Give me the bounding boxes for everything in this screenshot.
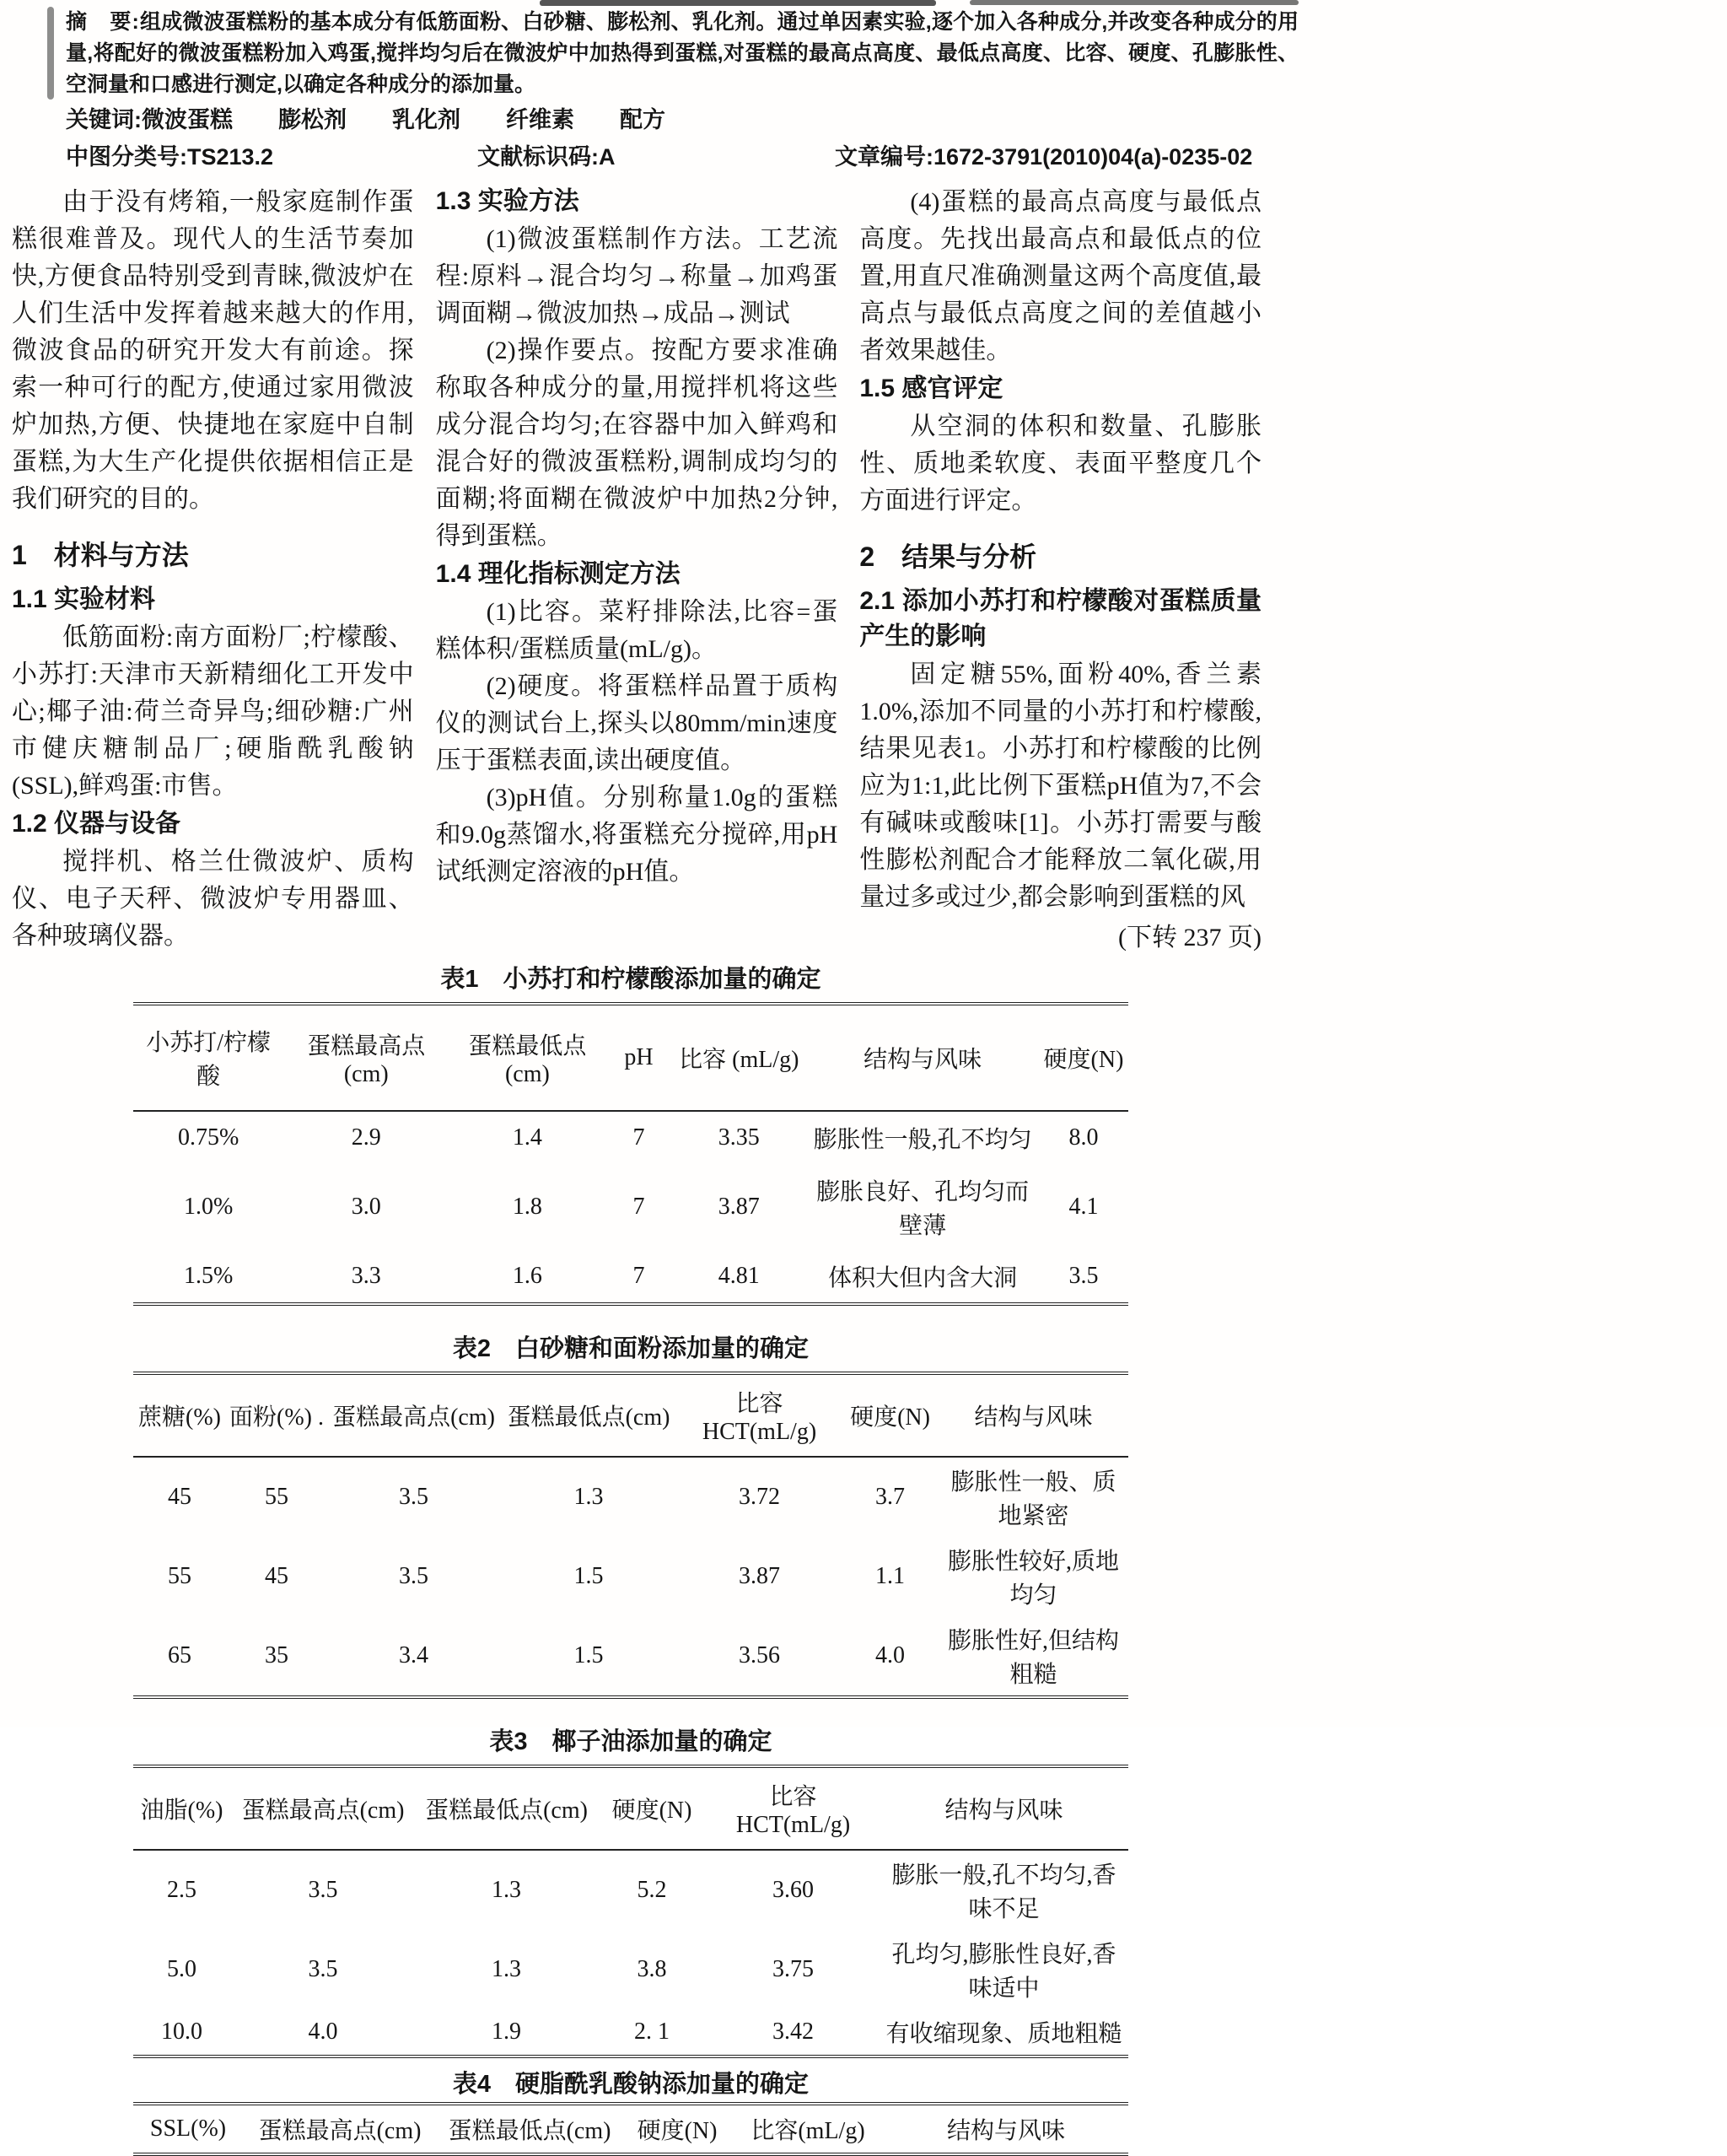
paragraph: (4)蛋糕的最高点高度与最低点高度。先找出最高点和最低点的位置,用直尺准确测量这两个高度值,最高点与最低点高度之间的差值越小者效果越佳。 [859, 188, 1262, 364]
table-title: 表4 硬脂酰乳酸钠添加量的确定 [452, 2071, 810, 2098]
table-header-cell: 结构与风味 [806, 1004, 1039, 1111]
continuation-note: (下转 237 页) [1118, 924, 1262, 951]
table-header-cell: 油脂(%) [133, 1766, 230, 1850]
table-header-cell: 小苏打/柠檬酸 [133, 1004, 283, 1111]
table-cell: 1.1 [875, 1563, 905, 1589]
subsection-heading: 1.4 理化指标测定方法 [435, 560, 681, 588]
table-cell: 3.87 [739, 1563, 780, 1589]
table-cell: 3.4 [399, 1642, 428, 1668]
body-columns [12, 184, 1262, 957]
paragraph: (2)操作要点。按配方要求准确称取各种成分的量,用搅拌机将这些成分混合均匀;在容器中加入鲜鸡和混合好的微波蛋糕粉,调制成均匀的面糊;将面糊在微波炉中加热2分钟,得到蛋糕。 [435, 337, 838, 550]
keywords-label: 关键词: [66, 107, 142, 132]
table-cell: 3.0 [351, 1194, 381, 1220]
paragraph: 固定糖55%,面粉40%,香兰素1.0%,添加不同量的小苏打和柠檬酸,结果见表1。小苏打和柠檬酸的比例应为1:1,此比例下蛋糕pH值为7,不会有碱味或酸味[1]。小苏打需要与酸性膨松剂配合才能释放二氧化碳,用量过多或过少,都会影响到蛋糕的风 [859, 660, 1262, 911]
table-3 [133, 1729, 1128, 2058]
table-cell: 1.3 [573, 1484, 604, 1510]
paragraph: (2)硬度。将蛋糕样品置于质构仪的测试台上,探头以80mm/min速度压于蛋糕表面,读出硬度值。 [435, 672, 838, 774]
table-row [133, 1250, 1128, 1304]
table-1 [133, 967, 1128, 1306]
table-cell: 55 [168, 1563, 191, 1589]
table-cell: 4.1 [1068, 1194, 1099, 1220]
table-header-cell: 结构与风味 [884, 2104, 1128, 2154]
keywords-line [66, 105, 1299, 134]
table-cell: 3.87 [718, 1194, 760, 1220]
table-cell: 孔均匀,膨胀性良好,香味适中 [891, 1942, 1116, 2002]
table-cell: 4.0 [875, 1642, 905, 1668]
table-header-cell: 比容(mL/g) [732, 2104, 884, 2154]
table-cell: 3.5 [308, 1956, 338, 1982]
table-cell: 膨胀性好,但结构粗糙 [947, 1628, 1119, 1688]
table-cell: 1.5 [573, 1563, 604, 1589]
table-cell: 2.5 [167, 1877, 196, 1903]
table-cell: 1.8 [512, 1194, 542, 1220]
table-header-cell: 蛋糕最低点(cm) [416, 1766, 597, 1850]
table-cell: 45 [265, 1563, 288, 1589]
table-header-cell: 蛋糕最高点(cm) [230, 1766, 416, 1850]
article-header [66, 7, 1299, 171]
table-row [133, 2009, 1128, 2056]
table-row [133, 1537, 1128, 1616]
table-header-cell: 硬度(N) [622, 2104, 732, 2154]
table-header-cell: 蛋糕最高点(cm) [327, 1373, 500, 1457]
table-cell: 1.5 [573, 1642, 604, 1668]
abstract-label: 摘 要: [66, 10, 140, 34]
table-cell: 5.2 [637, 1877, 667, 1903]
table-cell: 1.3 [492, 1877, 521, 1903]
paragraph: (1)微波蛋糕制作方法。工艺流程:原料→混合均匀→称量→加鸡蛋调面糊→微波加热→成品→测试 [435, 225, 838, 327]
table-header-cell: pH [606, 1004, 672, 1111]
data-table [133, 2102, 1128, 2156]
table-cell: 1.3 [492, 1956, 521, 1982]
document-code: 文献标识码:A [477, 144, 616, 170]
table-title: 表2 白砂糖和面粉添加量的确定 [452, 1335, 810, 1362]
column-right [859, 184, 1262, 957]
table-cell: 8.0 [1068, 1124, 1099, 1151]
article-number: 文章编号:1672-3791(2010)04(a)-0235-02 [835, 144, 1253, 170]
table-header-cell: 比容 HCT(mL/g) [707, 1766, 880, 1850]
column-left [12, 184, 414, 957]
paragraph: (3)pH值。分别称量1.0g的蛋糕和9.0g蒸馏水,将蛋糕充分搅碎,用pH试纸测定溶液的pH值。 [435, 784, 838, 886]
table-title: 表3 椰子油添加量的确定 [489, 1728, 772, 1755]
scan-artifact [47, 7, 54, 100]
table-header-row [133, 1373, 1128, 1457]
table-cell: 2.9 [351, 1124, 381, 1151]
table-cell: 3.5 [1068, 1263, 1099, 1289]
table-cell: 1.5% [184, 1263, 234, 1289]
table-cell: 体积大但内含大洞 [828, 1265, 1018, 1291]
keywords-text: 微波蛋糕 膨松剂 乳化剂 纤维素 配方 [142, 107, 665, 132]
subsection-heading: 1.5 感官评定 [859, 375, 1003, 402]
table-header-row [133, 2104, 1128, 2154]
table-row [133, 1616, 1128, 1697]
subsection-heading: 1.1 实验材料 [12, 585, 156, 613]
table-row [133, 1164, 1128, 1250]
table-row [133, 1930, 1128, 2009]
section-heading: 2 结果与分析 [859, 542, 1037, 572]
table-cell: 55 [265, 1484, 288, 1510]
table-cell: 3.56 [739, 1642, 780, 1668]
table-row [133, 1850, 1128, 1930]
table-cell: 3.5 [399, 1484, 428, 1510]
table-cell: 3.75 [772, 1956, 814, 1982]
table-cell: 10.0 [161, 2019, 202, 2045]
table-cell: 3.5 [399, 1563, 428, 1589]
table-cell: 65 [168, 1642, 191, 1668]
table-header-cell: 面粉(%) . [226, 1373, 327, 1457]
table-header-cell: 硬度(N) [842, 1373, 939, 1457]
table-cell: 有收缩现象、质地粗糙 [885, 2021, 1122, 2047]
table-header-cell: 结构与风味 [880, 1766, 1128, 1850]
column-middle [436, 184, 838, 957]
data-table [133, 1002, 1128, 1306]
table-cell: 3.3 [351, 1263, 381, 1289]
table-cell: 7 [632, 1263, 645, 1289]
table-cell: 1.9 [492, 2019, 521, 2045]
table-row [133, 1111, 1128, 1164]
table-header-cell: 比容 (mL/g) [671, 1004, 806, 1111]
table-cell: 0.75% [178, 1124, 239, 1151]
table-header-cell: 蛋糕最低点(cm) [437, 2104, 622, 2154]
table-cell: 2. 1 [634, 2019, 670, 2045]
paragraph: 由于没有烤箱,一般家庭制作蛋糕很难普及。现代人的生活节奏加快,方便食品特别受到青睐,微波炉在人们生活中发挥着越来越大的作用,微波食品的研究开发大有前途。探索一种可行的配方,使通过家用微波炉加热,方便、快捷地在家庭中自制蛋糕,为大生产化提供依据相信正是我们研究的目的。 [12, 188, 414, 513]
data-table [133, 1765, 1128, 2058]
table-cell: 膨胀一般,孔不均匀,香味不足 [891, 1862, 1116, 1922]
table-title: 表1 小苏打和柠檬酸添加量的确定 [440, 966, 821, 993]
subsection-heading: 1.2 仪器与设备 [12, 810, 181, 838]
tables-section [133, 967, 1128, 2156]
table-cell: 膨胀良好、孔均匀而壁薄 [816, 1179, 1030, 1239]
table-header-cell: 比容 HCT(mL/g) [677, 1373, 842, 1457]
table-cell: 3.60 [772, 1877, 814, 1903]
table-header-cell: SSL(%) [133, 2104, 243, 2154]
table-header-cell: 蛋糕最高点(cm) [283, 1004, 449, 1111]
table-cell: 3.42 [772, 2019, 814, 2045]
table-cell: 35 [265, 1642, 288, 1668]
table-cell: 7 [632, 1194, 645, 1220]
table-cell: 3.5 [308, 1877, 338, 1903]
table-cell: 1.6 [512, 1263, 542, 1289]
paragraph: 从空洞的体积和数量、孔膨胀性、质地柔软度、表面平整度几个方面进行评定。 [859, 412, 1262, 515]
table-header-cell: 蛋糕最低点(cm) [449, 1004, 605, 1111]
table-header-cell: 硬度(N) [1039, 1004, 1128, 1111]
table-cell: 膨胀性一般、质地紧密 [950, 1469, 1116, 1529]
abstract [66, 7, 1299, 100]
table-row [133, 1457, 1128, 1537]
table-2 [133, 1336, 1128, 1699]
paragraph: 搅拌机、格兰仕微波炉、质构仪、电子天秤、微波炉专用器皿、各种玻璃仪器。 [12, 848, 414, 950]
table-cell: 3.72 [739, 1484, 780, 1510]
section-heading: 1 材料与方法 [12, 540, 189, 570]
paragraph: (1)比容。菜籽排除法,比容=蛋糕体积/蛋糕质量(mL/g)。 [435, 598, 838, 663]
table-4 [133, 2072, 1128, 2156]
table-cell: 45 [168, 1484, 191, 1510]
table-cell: 3.7 [875, 1484, 905, 1510]
subsection-heading: 2.1 添加小苏打和柠檬酸对蛋糕质量产生的影响 [859, 587, 1262, 650]
table-header-cell: 蛋糕最高点(cm) [243, 2104, 437, 2154]
table-header-row [133, 1004, 1128, 1111]
data-table [133, 1372, 1128, 1699]
table-cell: 膨胀性一般,孔不均匀 [813, 1127, 1032, 1153]
scan-artifact [970, 0, 1299, 5]
table-cell: 7 [632, 1124, 645, 1151]
meta-line [66, 143, 1299, 171]
abstract-text: 组成微波蛋糕粉的基本成分有低筋面粉、白砂糖、膨松剂、乳化剂。通过单因素实验,逐个加入各种成分,并改变各种成分的用量,将配好的微波蛋糕粉加入鸡蛋,搅拌均匀后在微波炉中加热得到蛋糕,对蛋糕的最高点高度、最低点高度、比容、硬度、孔膨胀性、空洞量和口感进行测定,以确定各种成分的添加量。 [66, 10, 1299, 96]
table-cell: 1.4 [512, 1124, 542, 1151]
table-header-cell: 蔗糖(%) [133, 1373, 226, 1457]
clc-number: 中图分类号:TS213.2 [66, 144, 274, 170]
table-cell: 1.0% [184, 1194, 234, 1220]
table-cell: 5.0 [167, 1956, 196, 1982]
table-cell: 3.8 [637, 1956, 667, 1982]
table-cell: 4.81 [718, 1263, 760, 1289]
table-cell: 膨胀性较好,质地均匀 [947, 1549, 1119, 1609]
table-header-row [133, 1766, 1128, 1850]
subsection-heading: 1.3 实验方法 [435, 187, 579, 215]
scan-artifact [540, 0, 936, 6]
table-cell: 3.35 [718, 1124, 760, 1151]
table-header-cell: 蛋糕最低点(cm) [500, 1373, 677, 1457]
table-header-cell: 硬度(N) [597, 1766, 707, 1850]
table-cell: 4.0 [308, 2019, 338, 2045]
table-header-cell: 结构与风味 [939, 1373, 1128, 1457]
paragraph: 低筋面粉:南方面粉厂;柠檬酸、小苏打:天津市天新精细化工开发中心;椰子油:荷兰奇异鸟;细砂糖:广州市健庆糖制品厂;硬脂酰乳酸钠(SSL),鲜鸡蛋:市售。 [12, 623, 414, 800]
